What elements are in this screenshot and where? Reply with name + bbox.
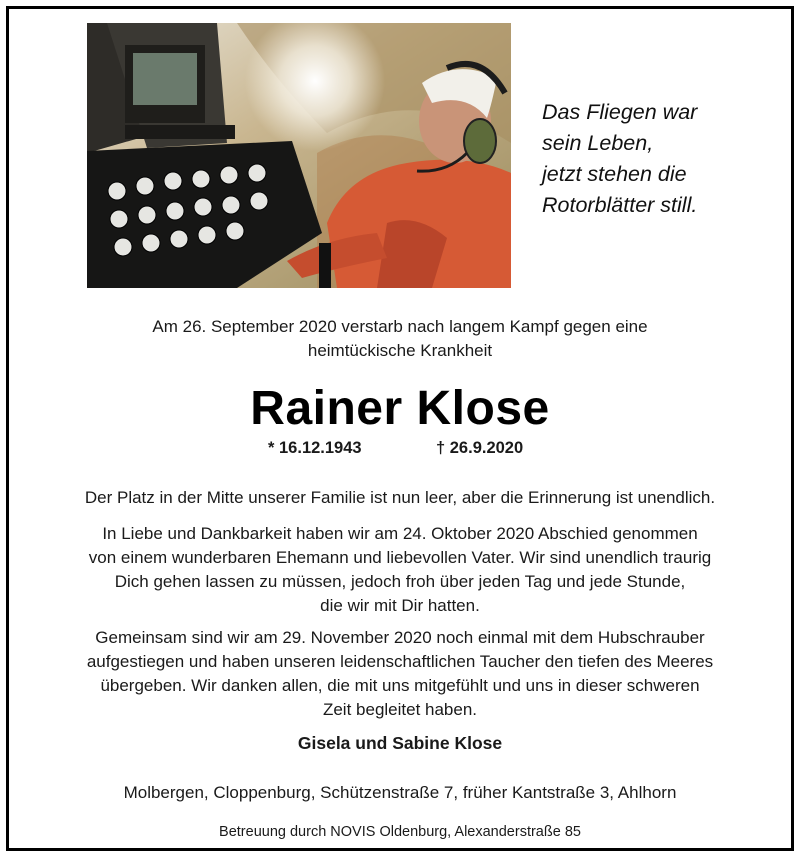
quote-line: Das Fliegen war xyxy=(542,100,698,124)
paragraph-line: Dich gehen lassen zu müssen, jedoch froh über jeden Tag und jede Stunde, xyxy=(114,572,686,591)
memorial-quote xyxy=(542,97,782,221)
announcement-line: heimtückische Krankheit xyxy=(307,341,493,360)
paragraph-sea-burial xyxy=(9,626,791,722)
paragraph-line: die wir mit Dir hatten. xyxy=(320,596,480,615)
quote-line: sein Leben, xyxy=(542,131,654,155)
birth-date: * 16.12.1943 xyxy=(268,439,362,457)
paragraph-line: In Liebe und Dankbarkeit haben wir am 24. Oktober 2020 Abschied genommen xyxy=(102,524,698,543)
deceased-name: Rainer Klose xyxy=(250,382,550,435)
quote-line: jetzt stehen die xyxy=(542,162,687,186)
quote-line: Rotorblätter still. xyxy=(542,193,698,217)
obituary-notice xyxy=(6,6,794,851)
paragraph-line: Gemeinsam sind wir am 29. November 2020 noch einmal mit dem Hubschrauber xyxy=(95,628,705,647)
death-announcement xyxy=(9,315,791,363)
paragraph-line: aufgestiegen und haben unseren leidenschaftlichen Taucher den tiefen des Meeres xyxy=(86,652,714,671)
signers: Gisela und Sabine Klose xyxy=(297,733,503,753)
paragraph-memory xyxy=(9,486,791,510)
paragraph-line: Der Platz in der Mitte unserer Familie ist nun leer, aber die Erinnerung ist unendlich. xyxy=(84,488,716,507)
paragraph-line: von einem wunderbaren Ehemann und liebevollen Vater. Wir sind unendlich traurig xyxy=(88,548,712,567)
death-date: † 26.9.2020 xyxy=(436,439,524,457)
life-dates xyxy=(9,439,791,461)
paragraph-line: Zeit begleitet haben. xyxy=(322,700,478,719)
helicopter-cockpit-photo xyxy=(87,23,511,288)
funeral-service-note: Betreuung durch NOVIS Oldenburg, Alexanderstraße 85 xyxy=(219,824,581,840)
address: Molbergen, Cloppenburg, Schützenstraße 7, früher Kantstraße 3, Ahlhorn xyxy=(123,783,677,802)
cockpit-illustration xyxy=(87,23,511,288)
announcement-line: Am 26. September 2020 verstarb nach langem Kampf gegen eine xyxy=(152,317,648,336)
paragraph-line: übergeben. Wir danken allen, die mit uns mitgefühlt und uns in dieser schweren xyxy=(100,676,700,695)
paragraph-farewell xyxy=(9,522,791,618)
